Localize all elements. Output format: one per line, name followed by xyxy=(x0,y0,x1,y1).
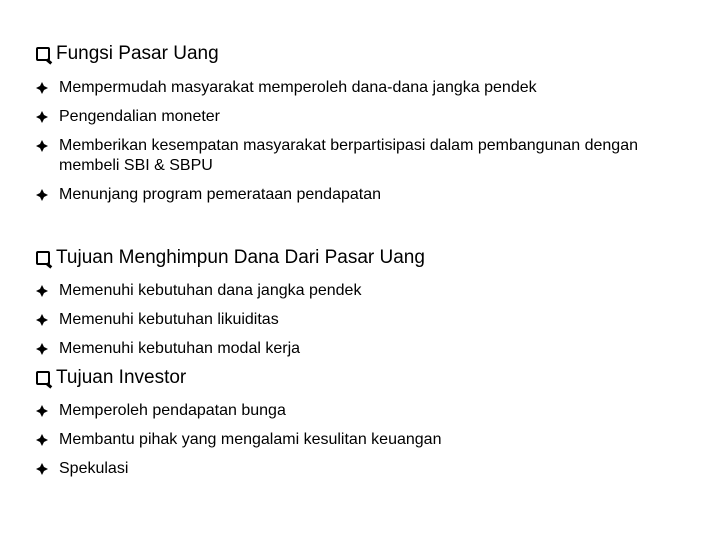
list-item xyxy=(36,136,669,176)
list-item-text: Memenuhi kebutuhan likuiditas xyxy=(59,311,279,328)
list-item xyxy=(36,401,696,421)
diamond-bullet-icon xyxy=(36,405,48,417)
diamond-bullet-icon xyxy=(36,463,48,475)
list-item xyxy=(36,459,696,479)
list-item xyxy=(36,107,696,127)
list-item-text: Memenuhi kebutuhan dana jangka pendek xyxy=(59,282,362,299)
diamond-bullet-icon xyxy=(36,285,48,297)
diamond-bullet-icon xyxy=(36,434,48,446)
list-item xyxy=(36,339,696,359)
section-heading xyxy=(36,42,696,66)
section-heading xyxy=(36,246,696,270)
bullet-list xyxy=(36,281,696,359)
diamond-bullet-icon xyxy=(36,314,48,326)
section-tujuan-menghimpun-dana xyxy=(36,246,696,375)
bullet-list xyxy=(36,401,696,479)
section-title: Fungsi Pasar Uang xyxy=(56,43,219,64)
bullet-list xyxy=(36,78,696,205)
checkbox-bullet-icon xyxy=(36,47,50,61)
diamond-bullet-icon xyxy=(36,111,48,123)
list-item xyxy=(36,310,696,330)
list-item-text: Spekulasi xyxy=(59,460,129,477)
list-item xyxy=(36,185,696,205)
section-heading xyxy=(36,366,696,390)
list-item-text: Menunjang program pemerataan pendapatan xyxy=(59,186,382,203)
list-item xyxy=(36,281,696,301)
diamond-bullet-icon xyxy=(36,140,48,152)
diamond-bullet-icon xyxy=(36,82,48,94)
checkbox-bullet-icon xyxy=(36,251,50,265)
list-item xyxy=(36,78,696,98)
list-item-text: Membantu pihak yang mengalami kesulitan keuangan xyxy=(59,431,442,448)
checkbox-bullet-icon xyxy=(36,371,50,385)
list-item xyxy=(36,430,696,450)
list-item-text: Memberikan kesempatan masyarakat berpartisipasi dalam pembangunan dengan membeli SBI & SBPU xyxy=(59,137,638,174)
section-title: Tujuan Menghimpun Dana Dari Pasar Uang xyxy=(56,247,425,268)
section-fungsi-pasar-uang xyxy=(36,42,696,221)
list-item-text: Mempermudah masyarakat memperoleh dana-dana jangka pendek xyxy=(59,79,537,96)
list-item-text: Memperoleh pendapatan bunga xyxy=(59,402,286,419)
list-item-text: Memenuhi kebutuhan modal kerja xyxy=(59,340,301,357)
section-title: Tujuan Investor xyxy=(56,367,187,388)
diamond-bullet-icon xyxy=(36,189,48,201)
list-item-text: Pengendalian moneter xyxy=(59,108,221,125)
section-tujuan-investor xyxy=(36,366,696,495)
diamond-bullet-icon xyxy=(36,343,48,355)
